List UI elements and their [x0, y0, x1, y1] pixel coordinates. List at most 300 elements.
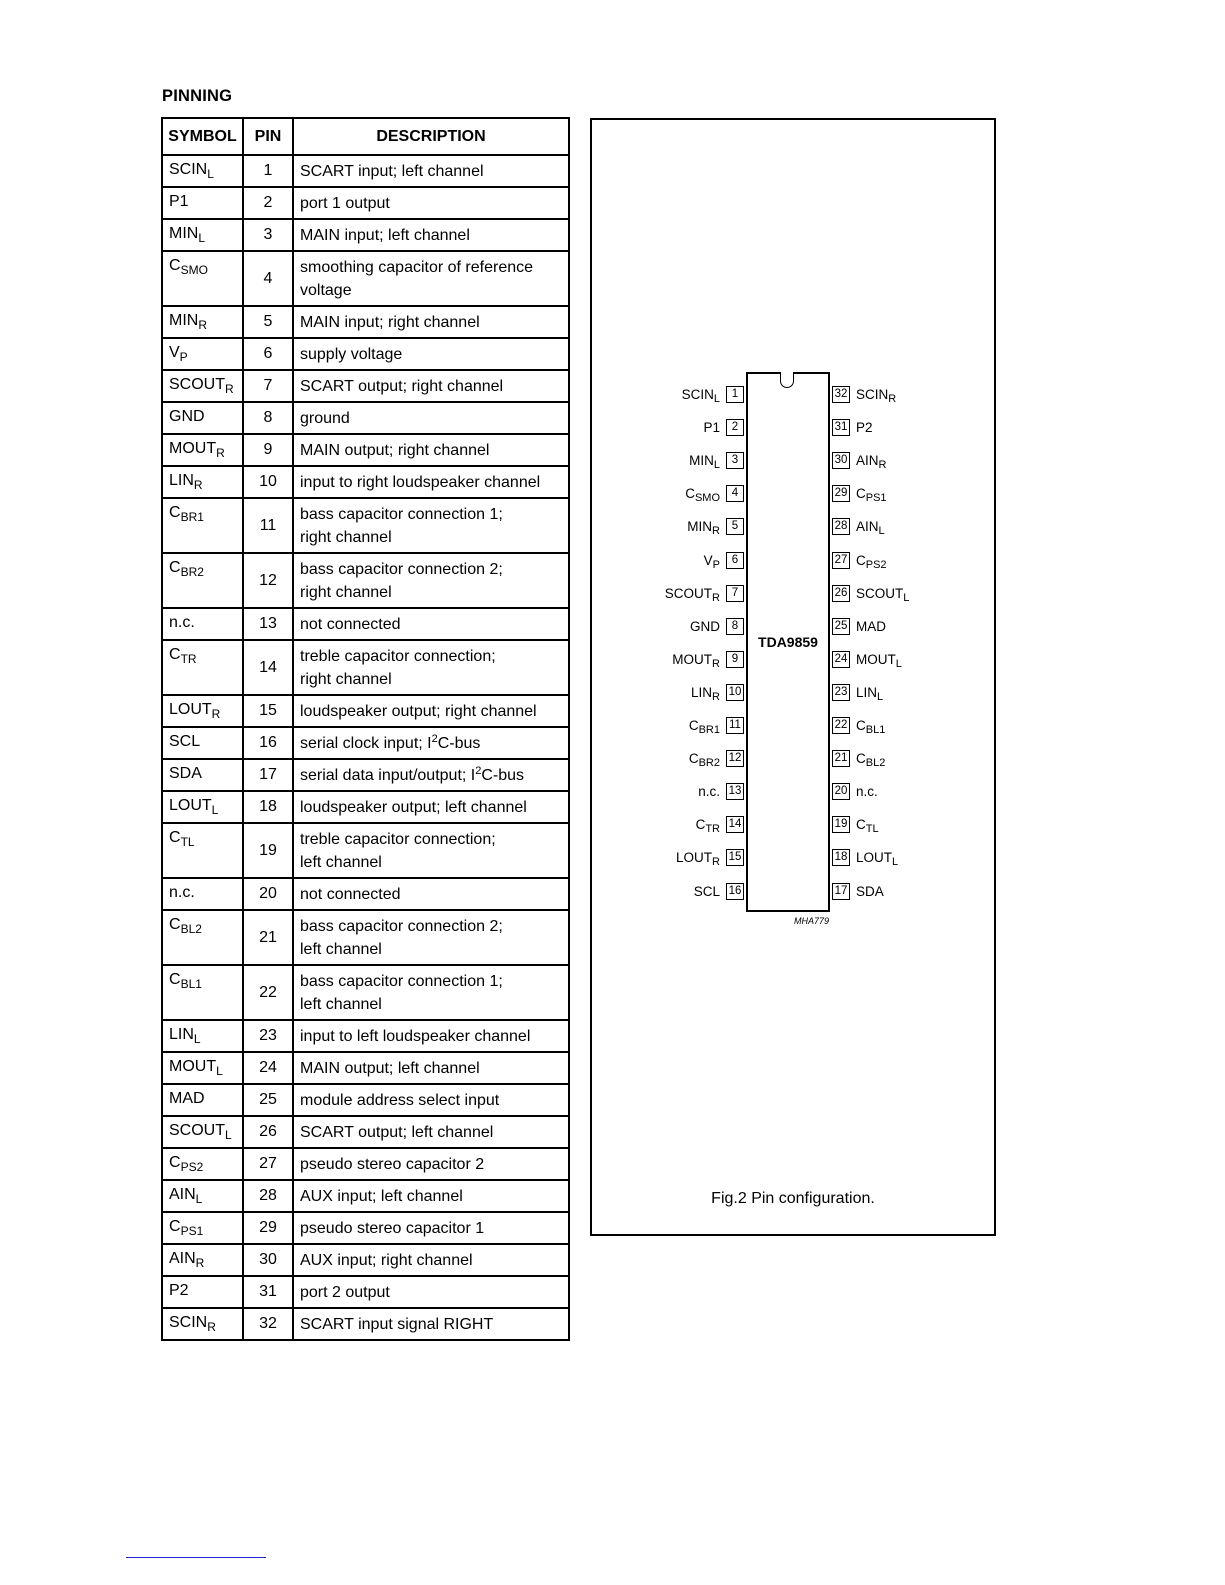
- pin-label-text: SCOUT: [856, 585, 904, 601]
- pin-label: [620, 485, 720, 505]
- header-description: DESCRIPTION: [293, 118, 569, 155]
- symbol-cell: [162, 823, 243, 878]
- table-row: [162, 1052, 569, 1084]
- symbol-cell: [162, 640, 243, 695]
- symbol-text: C: [169, 559, 181, 576]
- description-text: smoothing capacitor of reference: [300, 258, 534, 276]
- pin-number-box: 5: [726, 518, 744, 535]
- pin-label: [856, 618, 886, 635]
- description-cell: [293, 553, 569, 608]
- pin-label: [856, 883, 884, 900]
- symbol-text: SCOUT: [169, 1122, 225, 1139]
- pin-number-box: 30: [832, 452, 850, 469]
- description-cell: [293, 727, 569, 759]
- description-text: supply voltage: [300, 345, 403, 363]
- description-text: pseudo stereo capacitor 1: [300, 1219, 485, 1237]
- pin-label: [856, 717, 885, 734]
- pin-label-text: LOUT: [856, 850, 893, 866]
- pin-label-text: C: [856, 718, 866, 733]
- pin-label-text: C: [856, 751, 866, 767]
- description-text: serial data input/output; I: [300, 766, 476, 784]
- symbol-subscript: SMO: [180, 263, 208, 277]
- description-text: MAIN output; left channel: [300, 1059, 480, 1077]
- pin-label: [856, 783, 878, 800]
- description-text: serial clock input; I: [300, 734, 432, 752]
- pin-label-text: MIN: [687, 519, 713, 535]
- symbol-text: C: [169, 829, 181, 846]
- pin-label-subscript: R: [712, 525, 720, 538]
- pin-label-text: SCIN: [681, 387, 714, 402]
- symbol-cell: [162, 910, 243, 965]
- pin-cell: 25: [243, 1084, 293, 1116]
- description-cell: [293, 965, 569, 1020]
- symbol-text: MIN: [169, 312, 199, 329]
- pin-label-text: C: [685, 486, 695, 502]
- description-text: port 2 output: [300, 1283, 390, 1301]
- description-text: bass capacitor connection 1;: [300, 972, 503, 990]
- pin-label-subscript: BL2: [865, 757, 886, 770]
- pin-label-subscript: P: [712, 558, 720, 571]
- pin-label: [856, 485, 887, 505]
- description-text: not connected: [300, 615, 401, 633]
- description-text-line2: voltage: [300, 281, 352, 299]
- pin-number-box: 23: [832, 684, 850, 701]
- table-row: [162, 338, 569, 370]
- pin-label-text: MOUT: [672, 651, 713, 667]
- pin-label-text: GND: [690, 618, 720, 634]
- pin-label: [620, 750, 720, 770]
- table-row: [162, 1148, 569, 1180]
- symbol-subscript: BL1: [180, 977, 202, 991]
- symbol-cell: [162, 1212, 243, 1244]
- ic-name-label: TDA9859: [758, 634, 818, 650]
- pin-label-subscript: BR1: [698, 724, 720, 736]
- symbol-subscript: L: [211, 803, 219, 817]
- symbol-text: P1: [169, 193, 189, 210]
- symbol-subscript: BR1: [180, 510, 204, 524]
- pin-label: [620, 883, 720, 900]
- description-cell: [293, 1308, 569, 1340]
- pin-number-box: 21: [832, 750, 850, 767]
- pin-label-text: MIN: [689, 453, 714, 469]
- pin-cell: 29: [243, 1212, 293, 1244]
- pin-label-text: P1: [703, 420, 720, 436]
- pin-number-box: 11: [726, 717, 744, 734]
- symbol-subscript: R: [207, 1320, 216, 1334]
- pin-cell: 11: [243, 498, 293, 553]
- symbol-cell: [162, 251, 243, 306]
- description-cell: [293, 498, 569, 553]
- symbol-text: MIN: [169, 225, 199, 242]
- description-text: MAIN output; right channel: [300, 441, 490, 459]
- pin-number-box: 16: [726, 883, 744, 900]
- symbol-cell: [162, 338, 243, 370]
- symbol-cell: [162, 1116, 243, 1148]
- symbol-text: n.c.: [169, 884, 195, 901]
- description-cell: [293, 306, 569, 338]
- pin-label: [620, 386, 720, 403]
- pin-number-box: 18: [832, 849, 850, 866]
- pin-cell: 2: [243, 187, 293, 219]
- pin-cell: 7: [243, 370, 293, 402]
- description-text-cont: C-bus: [481, 766, 525, 784]
- pin-number-box: 6: [726, 552, 744, 569]
- symbol-subscript: R: [193, 478, 203, 492]
- pin-cell: 19: [243, 823, 293, 878]
- symbol-cell: [162, 466, 243, 498]
- symbol-cell: [162, 608, 243, 640]
- pin-label-text: SCOUT: [664, 585, 713, 601]
- table-row: [162, 640, 569, 695]
- description-cell: [293, 878, 569, 910]
- symbol-cell: [162, 695, 243, 727]
- symbol-text: MOUT: [169, 440, 217, 457]
- symbol-text: LIN: [169, 472, 194, 489]
- symbol-subscript: P: [179, 350, 188, 364]
- pin-label-subscript: L: [878, 525, 885, 538]
- symbol-subscript: PS1: [180, 1224, 204, 1238]
- pin-label-subscript: PS2: [865, 558, 887, 571]
- description-text: MAIN input; left channel: [300, 226, 470, 244]
- symbol-cell: [162, 1308, 243, 1340]
- description-text-line2: right channel: [300, 528, 392, 546]
- symbol-subscript: L: [216, 1064, 223, 1078]
- pin-label-text: C: [856, 486, 866, 502]
- symbol-text: AIN: [169, 1186, 196, 1203]
- description-text: not connected: [300, 885, 401, 903]
- pin-label-subscript: L: [713, 393, 720, 405]
- pin-label-subscript: L: [895, 657, 902, 670]
- table-row: [162, 910, 569, 965]
- table-row: [162, 791, 569, 823]
- symbol-subscript: L: [198, 231, 206, 245]
- description-cell: [293, 1148, 569, 1180]
- pin-label-subscript: PS1: [865, 492, 887, 505]
- description-text-line2: right channel: [300, 670, 392, 688]
- symbol-cell: [162, 727, 243, 759]
- description-cell: [293, 402, 569, 434]
- pin-label-text: SCIN: [856, 387, 889, 402]
- pin-number-box: 4: [726, 485, 744, 502]
- table-row: [162, 402, 569, 434]
- description-text: SCART input; left channel: [300, 162, 484, 180]
- pin-label-text: C: [695, 817, 706, 833]
- pin-cell: 16: [243, 727, 293, 759]
- symbol-cell: [162, 219, 243, 251]
- table-row: [162, 155, 569, 187]
- symbol-cell: [162, 155, 243, 187]
- description-cell: [293, 434, 569, 466]
- pin-number-box: 14: [726, 816, 744, 833]
- figure-code: MHA779: [794, 916, 830, 926]
- pin-label-text: P2: [856, 420, 873, 436]
- symbol-cell: [162, 370, 243, 402]
- description-cell: [293, 1212, 569, 1244]
- symbol-text: MAD: [169, 1090, 205, 1107]
- pin-number-box: 15: [726, 849, 744, 866]
- description-cell: [293, 1020, 569, 1052]
- pin-label: [620, 552, 720, 569]
- description-text: module address select input: [300, 1091, 500, 1109]
- pin-label-subscript: TL: [865, 823, 879, 836]
- symbol-text: C: [169, 646, 181, 663]
- description-text: SCART input signal RIGHT: [300, 1315, 494, 1333]
- pin-cell: 17: [243, 759, 293, 791]
- pin-label: [856, 651, 902, 668]
- pin-label: [856, 849, 899, 869]
- description-cell: [293, 759, 569, 791]
- table-row: [162, 466, 569, 498]
- pin-label-subscript: BR2: [698, 757, 720, 770]
- pin-label: [856, 452, 887, 472]
- symbol-subscript: TR: [180, 652, 197, 666]
- description-text: loudspeaker output; left channel: [300, 798, 527, 816]
- pin-label-subscript: R: [878, 459, 887, 472]
- pin-label-subscript: R: [712, 690, 720, 703]
- pin-cell: 27: [243, 1148, 293, 1180]
- pin-number-box: 8: [726, 618, 744, 635]
- table-row: [162, 608, 569, 640]
- table-row: [162, 878, 569, 910]
- pin-number-box: 12: [726, 750, 744, 767]
- description-cell: [293, 910, 569, 965]
- description-cell: [293, 1116, 569, 1148]
- description-text-cont: C-bus: [437, 734, 481, 752]
- description-cell: [293, 640, 569, 695]
- symbol-text: C: [169, 916, 181, 933]
- description-text: AUX input; left channel: [300, 1187, 463, 1205]
- pin-label-subscript: BL1: [865, 724, 886, 736]
- table-row: [162, 251, 569, 306]
- pin-label: [856, 684, 883, 701]
- description-text: ground: [300, 409, 350, 427]
- pin-label-subscript: L: [903, 591, 910, 604]
- pin-number-box: 10: [726, 684, 744, 701]
- symbol-cell: [162, 878, 243, 910]
- symbol-cell: [162, 1276, 243, 1308]
- description-cell: [293, 791, 569, 823]
- pin-number-box: 19: [832, 816, 850, 833]
- pin-label-subscript: R: [712, 856, 720, 869]
- pin-label-text: SDA: [856, 883, 884, 899]
- description-cell: [293, 219, 569, 251]
- description-superscript: 2: [475, 764, 482, 777]
- table-header-row: [162, 118, 569, 155]
- pin-cell: 28: [243, 1180, 293, 1212]
- pin-label: [620, 518, 720, 538]
- symbol-text: C: [169, 257, 181, 274]
- pin-label-text: AIN: [856, 453, 879, 469]
- description-cell: [293, 1084, 569, 1116]
- description-text-line2: left channel: [300, 940, 382, 958]
- symbol-text: n.c.: [169, 614, 195, 631]
- symbol-cell: [162, 402, 243, 434]
- pin-number-box: 25: [832, 618, 850, 635]
- description-text: treble capacitor connection;: [300, 647, 496, 665]
- table-row: [162, 434, 569, 466]
- pin-number-box: 27: [832, 552, 850, 569]
- symbol-cell: [162, 1180, 243, 1212]
- pin-label-text: C: [688, 718, 699, 733]
- description-text-line2: right channel: [300, 583, 392, 601]
- pin-number-box: 7: [726, 585, 744, 602]
- description-cell: [293, 466, 569, 498]
- pin-label: [856, 750, 886, 770]
- description-text: bass capacitor connection 2;: [300, 560, 503, 578]
- description-text: port 1 output: [300, 194, 390, 212]
- description-text: MAIN input; right channel: [300, 313, 480, 331]
- pin-label-subscript: R: [712, 591, 720, 604]
- symbol-cell: [162, 1148, 243, 1180]
- description-cell: [293, 155, 569, 187]
- symbol-text: SCIN: [169, 161, 208, 178]
- symbol-subscript: R: [216, 446, 225, 460]
- pin-label-text: C: [688, 751, 699, 767]
- pin-label: [620, 849, 720, 869]
- footer-link-underline: [126, 1557, 266, 1558]
- pin-cell: 32: [243, 1308, 293, 1340]
- symbol-subscript: BR2: [180, 565, 204, 579]
- pin-number-box: 26: [832, 585, 850, 602]
- table-row: [162, 1020, 569, 1052]
- pin-label-text: AIN: [856, 519, 879, 535]
- pin-number-box: 9: [726, 651, 744, 668]
- symbol-text: AIN: [169, 1250, 196, 1267]
- symbol-text: P2: [169, 1282, 189, 1299]
- table-row: [162, 553, 569, 608]
- pin-label-text: n.c.: [856, 784, 878, 800]
- description-text: SCART output; left channel: [300, 1123, 494, 1141]
- table-row: [162, 219, 569, 251]
- pin-number-box: 20: [832, 783, 850, 800]
- table-row: [162, 823, 569, 878]
- table-row: [162, 306, 569, 338]
- table-row: [162, 1084, 569, 1116]
- description-text-line2: left channel: [300, 853, 382, 871]
- pin-cell: 18: [243, 791, 293, 823]
- table-row: [162, 498, 569, 553]
- pin-number-box: 2: [726, 419, 744, 436]
- pin-number-box: 22: [832, 717, 850, 734]
- pin-cell: 24: [243, 1052, 293, 1084]
- pin-cell: 30: [243, 1244, 293, 1276]
- symbol-cell: [162, 1084, 243, 1116]
- pin-cell: 12: [243, 553, 293, 608]
- symbol-text: LOUT: [169, 701, 212, 718]
- pin-cell: 23: [243, 1020, 293, 1052]
- symbol-cell: [162, 498, 243, 553]
- description-text: input to left loudspeaker channel: [300, 1027, 531, 1045]
- symbol-cell: [162, 553, 243, 608]
- pin-label-text: V: [703, 552, 713, 568]
- pin-cell: 15: [243, 695, 293, 727]
- pin-label-text: SCL: [693, 883, 720, 899]
- symbol-cell: [162, 306, 243, 338]
- pin-label-text: n.c.: [698, 784, 720, 800]
- symbol-text: C: [169, 971, 181, 988]
- figure-caption: Fig.2 Pin configuration.: [711, 1190, 875, 1207]
- pin-cell: 6: [243, 338, 293, 370]
- symbol-text: SCL: [169, 733, 201, 750]
- description-superscript: 2: [431, 732, 438, 745]
- symbol-text: C: [169, 1218, 181, 1235]
- pin-label: [620, 452, 720, 472]
- symbol-cell: [162, 759, 243, 791]
- description-text: bass capacitor connection 2;: [300, 917, 503, 935]
- pin-cell: 22: [243, 965, 293, 1020]
- symbol-subscript: R: [198, 318, 207, 332]
- table-row: [162, 1244, 569, 1276]
- table-row: [162, 1308, 569, 1340]
- pin-label-subscript: SMO: [694, 492, 720, 505]
- pin-label: [620, 816, 720, 836]
- pin-cell: 3: [243, 219, 293, 251]
- description-text: AUX input; right channel: [300, 1251, 473, 1269]
- pin-label-text: LIN: [691, 684, 713, 700]
- symbol-subscript: R: [211, 707, 221, 721]
- pin-label-text: LOUT: [676, 850, 713, 866]
- table-row: [162, 1212, 569, 1244]
- symbol-cell: [162, 1020, 243, 1052]
- pin-number-box: 3: [726, 452, 744, 469]
- symbol-subscript: R: [225, 382, 234, 396]
- symbol-cell: [162, 434, 243, 466]
- table-row: [162, 1276, 569, 1308]
- description-cell: [293, 1244, 569, 1276]
- table-row: [162, 759, 569, 791]
- pin-label-subscript: R: [712, 657, 720, 670]
- pin-cell: 8: [243, 402, 293, 434]
- ic-notch: [780, 372, 794, 388]
- pin-label-subscript: TR: [705, 823, 720, 836]
- pin-label: [856, 419, 873, 436]
- symbol-subscript: L: [195, 1192, 203, 1206]
- symbol-cell: [162, 187, 243, 219]
- pin-label: [620, 651, 720, 668]
- table-row: [162, 370, 569, 402]
- pin-cell: 4: [243, 251, 293, 306]
- symbol-cell: [162, 791, 243, 823]
- pin-number-box: 1: [726, 386, 744, 403]
- symbol-subscript: L: [225, 1128, 232, 1142]
- pin-number-box: 29: [832, 485, 850, 502]
- description-text-line2: left channel: [300, 995, 382, 1013]
- pin-label: [856, 585, 909, 602]
- symbol-subscript: L: [207, 167, 214, 181]
- symbol-text: SCOUT: [169, 376, 225, 393]
- pin-label-text: C: [856, 552, 866, 568]
- description-cell: [293, 370, 569, 402]
- description-text: bass capacitor connection 1;: [300, 505, 503, 523]
- pin-label-subscript: R: [888, 393, 897, 405]
- pin-cell: 10: [243, 466, 293, 498]
- pin-number-box: 24: [832, 651, 850, 668]
- description-cell: [293, 1276, 569, 1308]
- pin-number-box: 13: [726, 783, 744, 800]
- pin-cell: 21: [243, 910, 293, 965]
- description-cell: [293, 251, 569, 306]
- symbol-text: MOUT: [169, 1058, 217, 1075]
- symbol-text: LIN: [169, 1026, 194, 1043]
- pin-label: [856, 816, 879, 836]
- pin-cell: 5: [243, 306, 293, 338]
- pin-label-subscript: L: [877, 690, 884, 703]
- table-row: [162, 727, 569, 759]
- description-cell: [293, 695, 569, 727]
- symbol-text: C: [169, 1154, 181, 1171]
- table-row: [162, 965, 569, 1020]
- pin-cell: 13: [243, 608, 293, 640]
